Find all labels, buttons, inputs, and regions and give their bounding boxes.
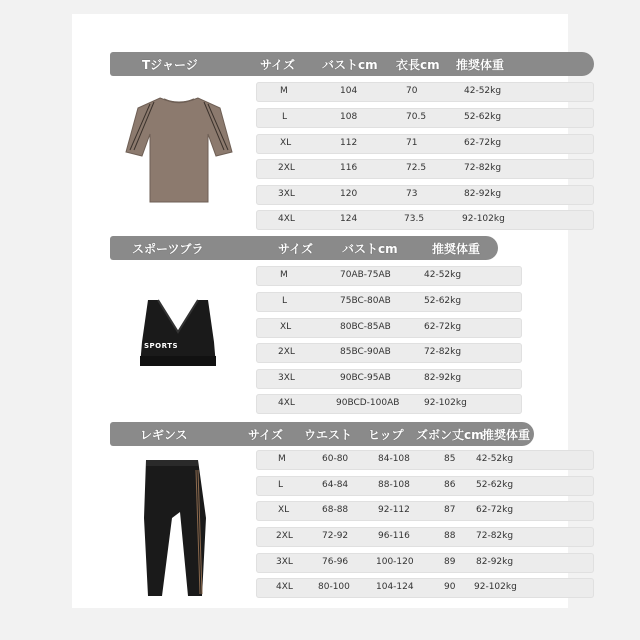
leggings-row-3xl: [256, 553, 594, 573]
leggings-weight: 72-82kg: [476, 531, 514, 541]
tshirt-length: 73: [406, 189, 418, 199]
leggings-weight: 62-72kg: [476, 505, 514, 515]
tshirt-weight: 72-82kg: [464, 163, 502, 173]
leggings-col-waist: ウエスト: [304, 428, 353, 442]
leggings-weight: 92-102kg: [474, 582, 517, 592]
bra-weight: 72-82kg: [424, 347, 462, 357]
leggings-weight: 42-52kg: [476, 454, 514, 464]
leggings-hip: 96-116: [378, 531, 410, 541]
bra-bust: 90BCD-100AB: [336, 398, 400, 408]
tshirt-length: 71: [406, 138, 418, 148]
leggings-header: [110, 422, 534, 446]
leggings-length: 90: [444, 582, 456, 592]
bra-col-weight: 推奨体重: [432, 242, 481, 256]
bra-size: 3XL: [278, 373, 295, 383]
tshirt-weight: 62-72kg: [464, 138, 502, 148]
leggings-hip: 104-124: [376, 582, 414, 592]
bra-size: L: [282, 296, 288, 306]
tshirt-row-l: [256, 108, 594, 128]
leggings-length: 88: [444, 531, 456, 541]
bra-weight: 92-102kg: [424, 398, 467, 408]
leggings-hip: 84-108: [378, 454, 410, 464]
leggings-row-2xl: [256, 527, 594, 547]
tshirt-col-length: 衣長cm: [396, 58, 440, 72]
bra-row-xl: [256, 318, 522, 338]
leggings-waist: 68-88: [322, 505, 349, 515]
sports-bra-logo-text: SPORTS: [144, 342, 179, 350]
bra-size: XL: [280, 322, 292, 332]
leggings-waist: 76-96: [322, 557, 349, 567]
bra-bust: 85BC-90AB: [340, 347, 391, 357]
leggings-row-4xl: [256, 578, 594, 598]
leggings-col-length: ズボン丈cm: [416, 428, 484, 442]
leggings-col-weight: 推奨体重: [482, 428, 531, 442]
bra-size: 2XL: [278, 347, 295, 357]
bra-header: [110, 236, 498, 260]
leggings-hip: 92-112: [378, 505, 410, 515]
tshirt-size: M: [280, 86, 288, 96]
tshirt-weight: 42-52kg: [464, 86, 502, 96]
bra-bust: 70AB-75AB: [340, 270, 391, 280]
tshirt-row-xl: [256, 134, 594, 154]
leggings-row-xl: [256, 501, 594, 521]
bra-col-size: サイズ: [278, 242, 314, 256]
bra-weight: 82-92kg: [424, 373, 462, 383]
tshirt-bust: 124: [340, 214, 358, 224]
leggings-length: 86: [444, 480, 456, 490]
bra-size: M: [280, 270, 288, 280]
leggings-waist: 80-100: [318, 582, 350, 592]
tshirt-size: XL: [280, 138, 292, 148]
leggings-waist: 60-80: [322, 454, 349, 464]
bra-row-m: [256, 266, 522, 286]
tshirt-row-m: [256, 82, 594, 102]
tshirt-weight: 52-62kg: [464, 112, 502, 122]
tshirt-size: L: [282, 112, 288, 122]
leggings-image: [140, 458, 214, 600]
tshirt-weight: 82-92kg: [464, 189, 502, 199]
leggings-length: 85: [444, 454, 456, 464]
bra-row-3xl: [256, 369, 522, 389]
tshirt-header: [110, 52, 594, 76]
tshirt-row-2xl: [256, 159, 594, 179]
bra-weight: 42-52kg: [424, 270, 462, 280]
tshirt-image: [124, 94, 234, 206]
tshirt-row-4xl: [256, 210, 594, 230]
leggings-hip: 88-108: [378, 480, 410, 490]
leggings-col-size: サイズ: [248, 428, 284, 442]
leggings-size: L: [278, 480, 284, 490]
bra-weight: 52-62kg: [424, 296, 462, 306]
leggings-title: レギンス: [140, 428, 188, 442]
bra-bust: 90BC-95AB: [340, 373, 391, 383]
bra-bust: 80BC-85AB: [340, 322, 391, 332]
tshirt-size: 3XL: [278, 189, 295, 199]
leggings-row-l: [256, 476, 594, 496]
bra-weight: 62-72kg: [424, 322, 462, 332]
bra-row-l: [256, 292, 522, 312]
leggings-waist: 72-92: [322, 531, 349, 541]
leggings-weight: 82-92kg: [476, 557, 514, 567]
leggings-length: 89: [444, 557, 456, 567]
leggings-hip: 100-120: [376, 557, 414, 567]
leggings-weight: 52-62kg: [476, 480, 514, 490]
leggings-size: XL: [278, 505, 290, 515]
bra-row-2xl: [256, 343, 522, 363]
leggings-size: 3XL: [276, 557, 293, 567]
size-chart-sheet: [72, 14, 568, 608]
tshirt-length: 70.5: [406, 112, 427, 122]
leggings-size: M: [278, 454, 286, 464]
tshirt-length: 72.5: [406, 163, 427, 173]
tshirt-bust: 104: [340, 86, 358, 96]
bra-row-4xl: [256, 394, 522, 414]
sports-bra-image: [136, 298, 220, 370]
tshirt-col-weight: 推奨体重: [456, 58, 505, 72]
leggings-size: 2XL: [276, 531, 293, 541]
tshirt-length: 70: [406, 86, 418, 96]
tshirt-row-3xl: [256, 185, 594, 205]
leggings-length: 87: [444, 505, 456, 515]
tshirt-bust: 108: [340, 112, 358, 122]
bra-size: 4XL: [278, 398, 295, 408]
leggings-waist: 64-84: [322, 480, 349, 490]
tshirt-bust: 120: [340, 189, 358, 199]
leggings-size: 4XL: [276, 582, 293, 592]
leggings-col-hip: ヒップ: [368, 428, 404, 442]
tshirt-bust: 112: [340, 138, 358, 148]
bra-col-bust: バストcm: [342, 242, 398, 256]
tshirt-title: Tジャージ: [142, 58, 198, 72]
tshirt-col-bust: バストcm: [322, 58, 378, 72]
tshirt-size: 2XL: [278, 163, 295, 173]
tshirt-length: 73.5: [404, 214, 425, 224]
tshirt-bust: 116: [340, 163, 358, 173]
bra-bust: 75BC-80AB: [340, 296, 391, 306]
leggings-row-m: [256, 450, 594, 470]
tshirt-weight: 92-102kg: [462, 214, 505, 224]
bra-title: スポーツブラ: [132, 242, 204, 256]
tshirt-col-size: サイズ: [260, 58, 296, 72]
tshirt-size: 4XL: [278, 214, 295, 224]
